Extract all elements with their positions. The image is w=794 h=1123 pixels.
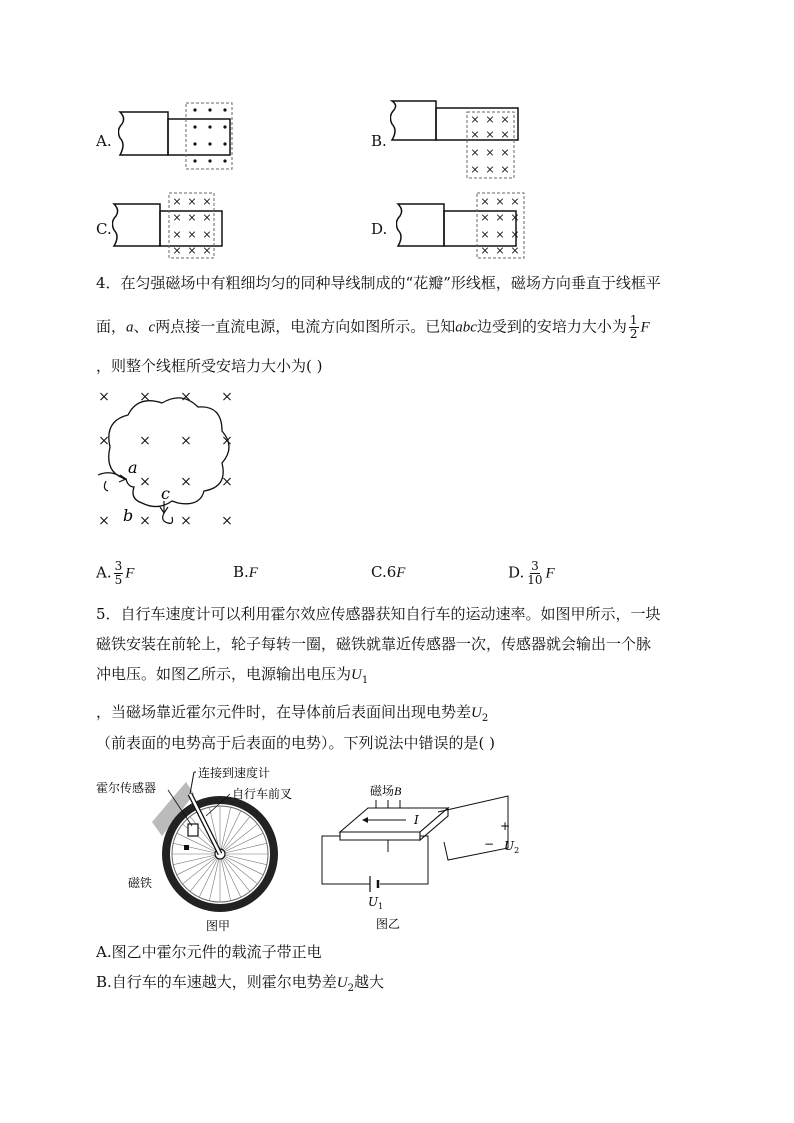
svg-text:×: ×: [139, 474, 151, 490]
q5-option-a: A.图乙中霍尔元件的载流子带正电: [96, 943, 322, 961]
q5-stem-line2: 磁铁安装在前轮上，轮子每转一圈，磁铁就靠近传感器一次，传感器就会输出一个脉: [96, 635, 652, 653]
svg-text:×: ×: [500, 128, 510, 141]
svg-text:×: ×: [221, 433, 233, 449]
q5-figure-jia: [94, 760, 314, 938]
svg-text:×: ×: [495, 195, 505, 208]
svg-text:×: ×: [221, 513, 233, 529]
q5-stem-line5: （前表面的电势高于后表面的电势）。下列说法中错误的是( ): [96, 734, 495, 752]
svg-text:×: ×: [500, 163, 510, 176]
svg-text:×: ×: [495, 228, 505, 241]
svg-text:×: ×: [510, 211, 520, 224]
q4-stem-line3: ，则整个线框所受安培力大小为( ): [96, 357, 323, 375]
svg-text:×: ×: [470, 128, 480, 141]
q3-option-a-diagram: [118, 100, 238, 172]
q4-point-c-label: c: [161, 484, 170, 503]
svg-text:×: ×: [510, 195, 520, 208]
q5-yi-current-label: I: [414, 813, 419, 827]
svg-text:×: ×: [180, 389, 192, 405]
svg-text:×: ×: [485, 128, 495, 141]
svg-text:×: ×: [480, 228, 490, 241]
q4-option-d: D. $\frac{3}{10}$ F: [508, 559, 555, 587]
q3-option-c-label: C.: [96, 220, 112, 238]
wheel-spoke: [220, 854, 241, 897]
q5-yi-plus: +: [500, 819, 511, 833]
q5-jia-sensor-label: 霍尔传感器: [96, 781, 157, 795]
q3-option-d-diagram: [396, 190, 528, 262]
q5-jia-fork-label: 自行车前叉: [232, 787, 293, 801]
svg-text:×: ×: [510, 228, 520, 241]
svg-text:×: ×: [485, 113, 495, 126]
svg-text:×: ×: [510, 244, 520, 257]
q5-figure-yi: [318, 780, 528, 936]
q5-yi-u2-label: $U_2$: [504, 839, 520, 855]
svg-text:×: ×: [187, 244, 197, 257]
svg-text:×: ×: [180, 513, 192, 529]
svg-text:×: ×: [202, 211, 212, 224]
svg-text:×: ×: [221, 389, 233, 405]
svg-text:×: ×: [98, 513, 110, 529]
svg-text:×: ×: [480, 244, 490, 257]
q4-option-a: A. $\frac{3}{5}$ F: [96, 559, 135, 587]
wheel-spoke: [220, 854, 263, 875]
svg-text:×: ×: [495, 244, 505, 257]
svg-text:×: ×: [500, 146, 510, 159]
svg-text:×: ×: [202, 228, 212, 241]
svg-text:×: ×: [202, 195, 212, 208]
wheel-spoke: [177, 854, 220, 875]
svg-text:×: ×: [172, 228, 182, 241]
q5-stem-line4: ，当磁场靠近霍尔元件时，在导体前后表面间出现电势差$U_2$: [96, 703, 489, 724]
q4-stem-line2: 面，a、c两点接一直流电源，电流方向如图所示。已知abc边受到的安培力大小为 $\frac{1}{2}$ F: [96, 313, 650, 341]
wheel-spoke: [220, 833, 263, 854]
q3-option-c-diagram: [112, 190, 228, 262]
q3-option-d-label: D.: [371, 220, 388, 238]
svg-text:×: ×: [139, 513, 151, 529]
wheel-spoke: [220, 811, 241, 854]
svg-text:×: ×: [480, 195, 490, 208]
q3-option-b-diagram: [390, 98, 522, 180]
svg-text:×: ×: [187, 211, 197, 224]
svg-text:×: ×: [139, 433, 151, 449]
q5-yi-field-label: 磁场B: [370, 784, 402, 798]
svg-text:×: ×: [180, 433, 192, 449]
svg-text:×: ×: [485, 163, 495, 176]
svg-text:×: ×: [172, 195, 182, 208]
svg-text:×: ×: [470, 163, 480, 176]
q3-option-b-label: B.: [371, 132, 387, 150]
svg-text:×: ×: [98, 389, 110, 405]
svg-text:×: ×: [500, 113, 510, 126]
svg-text:×: ×: [470, 146, 480, 159]
q5-option-b: B.自行车的车速越大，则霍尔电势差$U_2$越大: [96, 973, 385, 994]
q5-stem-line1: 5．自行车速度计可以利用霍尔效应传感器获知自行车的运动速率。如图甲所示，一块: [96, 605, 661, 623]
svg-text:×: ×: [470, 113, 480, 126]
svg-text:×: ×: [172, 244, 182, 257]
q4-option-c: C.6F: [371, 563, 406, 581]
svg-text:×: ×: [139, 389, 151, 405]
svg-text:×: ×: [202, 244, 212, 257]
svg-text:×: ×: [187, 195, 197, 208]
svg-text:×: ×: [180, 474, 192, 490]
svg-text:×: ×: [98, 433, 110, 449]
q4-point-a-label: a: [128, 458, 138, 477]
svg-text:×: ×: [485, 146, 495, 159]
q4-half-fraction: $\frac{1}{2}$: [629, 313, 638, 341]
q5-jia-caption: 图甲: [206, 919, 231, 933]
wheel-spoke: [199, 854, 220, 897]
svg-text:×: ×: [495, 211, 505, 224]
q4-stem-line1: 4．在匀强磁场中有粗细均匀的同种导线制成的“花瓣”形线框，磁场方向垂直于线框平: [96, 274, 661, 292]
q5-yi-minus: −: [484, 837, 495, 851]
svg-text:×: ×: [172, 211, 182, 224]
q5-jia-magnet-label: 磁铁: [128, 876, 153, 890]
q5-stem-line3: 冲电压。如图乙所示，电源输出电压为$U_1$: [96, 665, 369, 686]
svg-text:×: ×: [221, 474, 233, 490]
svg-text:×: ×: [187, 228, 197, 241]
q5-jia-connect-label: 连接到速度计: [198, 766, 271, 780]
q3-option-a-label: A.: [96, 132, 112, 150]
svg-text:×: ×: [480, 211, 490, 224]
q5-yi-u1-label: $U_1$: [368, 895, 384, 911]
q5-yi-caption: 图乙: [376, 917, 401, 931]
q4-option-b: B.F: [233, 563, 258, 581]
q4-petal-diagram: [90, 383, 250, 533]
q4-point-b-label: b: [123, 506, 134, 525]
